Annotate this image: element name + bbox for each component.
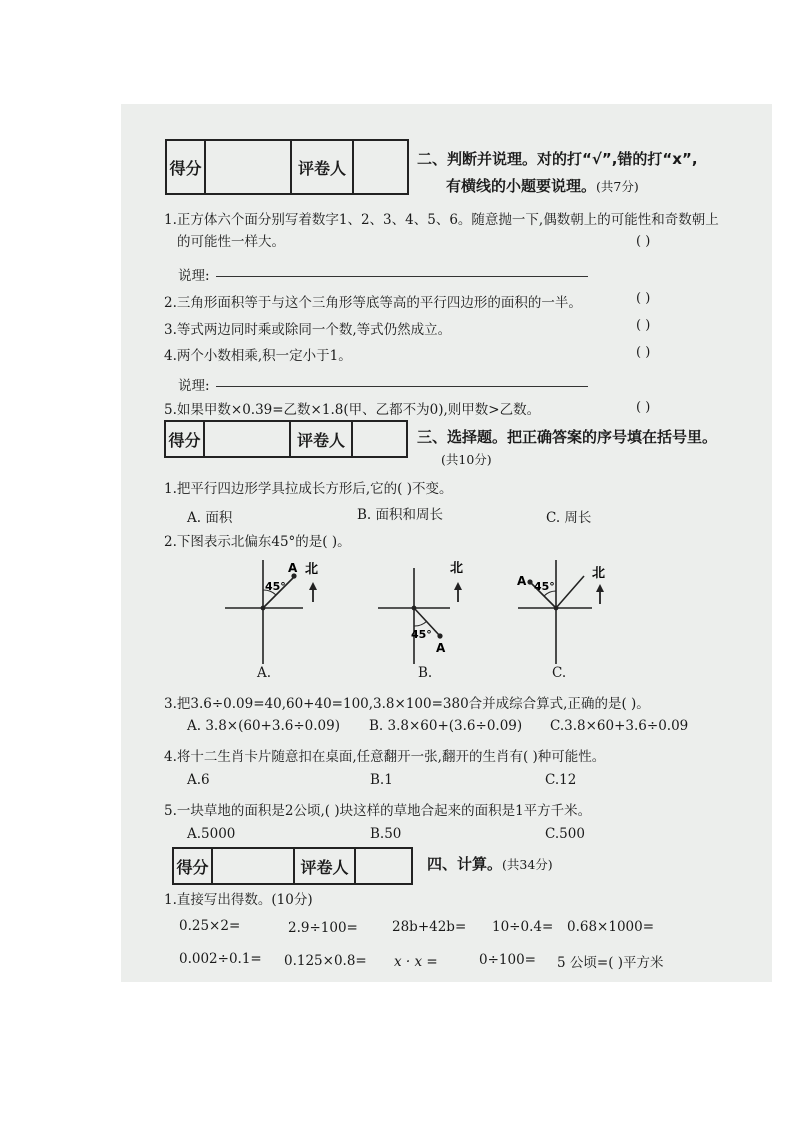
option-c[interactable]: C.3.8×60+3.6÷0.09: [550, 718, 689, 734]
calc-item[interactable]: 0÷100=: [479, 952, 536, 968]
score-blank[interactable]: [205, 422, 291, 456]
angle-label: 45°: [411, 628, 432, 641]
section2-title-line2: 有横线的小题要说理。(共7分): [446, 177, 639, 195]
s3-q3: 3.把3.6÷0.09=40,60+40=100,3.8×100=380合并成综合算式,正确的是( )。: [164, 696, 650, 712]
option-c[interactable]: C.500: [545, 826, 585, 842]
option-c[interactable]: C. 周长: [546, 510, 592, 526]
score-blank[interactable]: [206, 141, 292, 193]
grader-blank[interactable]: [354, 141, 407, 193]
calc-item[interactable]: 2.9÷100=: [288, 920, 358, 936]
score-box-section3: [164, 420, 408, 458]
option-a[interactable]: A.5000: [187, 826, 236, 842]
s3-q1: 1.把平行四边形学具拉成长方形后,它的( )不变。: [164, 481, 453, 497]
angle-label: 45°: [534, 580, 555, 593]
calc-item[interactable]: 0.125×0.8=: [284, 953, 367, 969]
north-label: 北: [305, 562, 319, 577]
s3-q4: 4.将十二生肖卡片随意扣在桌面,任意翻开一张,翻开的生肖有( )种可能性。: [164, 749, 606, 765]
reason-line[interactable]: [216, 386, 588, 387]
score-label: 得分: [166, 422, 205, 456]
figure-label-c[interactable]: C.: [552, 665, 567, 681]
figure-label-b[interactable]: B.: [418, 665, 433, 681]
point-a-label: A: [436, 641, 446, 655]
s2-q1-line2: 的可能性一样大。: [177, 234, 285, 250]
north-arrow-icon: [309, 582, 317, 590]
grader-label: 评卷人: [292, 141, 354, 193]
exam-page: [121, 104, 772, 982]
s2-q5: 5.如果甲数×0.39=乙数×1.8(甲、乙都不为0),则甲数>乙数。: [164, 402, 541, 418]
s3-q2: 2.下图表示北偏东45°的是( )。: [164, 534, 351, 550]
score-blank[interactable]: [213, 849, 295, 883]
compass-figure-c[interactable]: [516, 554, 636, 664]
grader-blank[interactable]: [356, 849, 411, 883]
option-a[interactable]: A. 3.8×(60+3.6÷0.09): [187, 718, 340, 734]
calc-item[interactable]: 0.002÷0.1=: [179, 951, 262, 967]
section2-title: 二、判断并说理。对的打“√”,错的打“x”,: [417, 150, 698, 168]
angle-label: 45°: [265, 580, 286, 593]
reason-label: 说理:: [178, 268, 210, 284]
answer-paren[interactable]: ( ): [636, 291, 651, 306]
grader-label: 评卷人: [295, 849, 356, 883]
option-b[interactable]: B. 3.8×60+(3.6÷0.09): [369, 718, 523, 734]
north-arrow-icon: [454, 582, 462, 590]
section4-points: (共34分): [502, 857, 553, 872]
north-label: 北: [450, 561, 464, 576]
point-a-label: A: [517, 574, 527, 588]
answer-paren[interactable]: ( ): [636, 234, 651, 249]
north-arrow-icon: [596, 584, 604, 592]
north-label: 北: [592, 566, 606, 581]
option-b[interactable]: B.1: [370, 772, 393, 788]
score-label: 得分: [174, 849, 213, 883]
reason-label: 说理:: [178, 378, 210, 394]
option-b[interactable]: B. 面积和周长: [357, 507, 444, 523]
option-a[interactable]: A.6: [187, 772, 210, 788]
calc-item[interactable]: 10÷0.4=: [492, 919, 554, 935]
score-label: 得分: [167, 141, 206, 193]
section3-title: 三、选择题。把正确答案的序号填在括号里。: [417, 428, 718, 446]
s2-q2: 2.三角形面积等于与这个三角形等底等高的平行四边形的面积的一半。: [164, 295, 582, 311]
score-box-section4: [172, 847, 413, 885]
answer-paren[interactable]: ( ): [636, 400, 651, 415]
compass-figure-a[interactable]: [221, 554, 341, 664]
reason-line[interactable]: [216, 276, 588, 277]
point-a-label: A: [288, 561, 298, 575]
option-c[interactable]: C.12: [545, 772, 577, 788]
section4-title: 四、计算。: [427, 855, 503, 873]
calc-item[interactable]: 5 公顷=( )平方米: [557, 955, 664, 971]
s2-q1: 1.正方体六个面分别写着数字1、2、3、4、5、6。随意抛一下,偶数朝上的可能性和奇数朝上: [164, 212, 719, 228]
s3-q5: 5.一块草地的面积是2公顷,( )块这样的草地合起来的面积是1平方千米。: [164, 803, 592, 819]
calc-item[interactable]: 0.25×2=: [179, 918, 241, 934]
option-a[interactable]: A. 面积: [187, 510, 233, 526]
s2-q4: 4.两个小数相乘,积一定小于1。: [164, 348, 352, 364]
answer-paren[interactable]: ( ): [636, 345, 651, 360]
figure-label-a[interactable]: A.: [257, 665, 272, 681]
compass-figure-b[interactable]: [374, 554, 484, 664]
calc-item[interactable]: x · x =: [394, 954, 438, 970]
s2-q3: 3.等式两边同时乘或除同一个数,等式仍然成立。: [164, 322, 452, 338]
option-b[interactable]: B.50: [370, 826, 402, 842]
section2-points: (共7分): [596, 179, 639, 194]
answer-paren[interactable]: ( ): [636, 318, 651, 333]
score-box-section2: [165, 139, 409, 195]
s4-q1: 1.直接写出得数。(10分): [164, 892, 313, 908]
calc-item[interactable]: 0.68×1000=: [567, 919, 655, 935]
grader-blank[interactable]: [353, 422, 406, 456]
grader-label: 评卷人: [291, 422, 353, 456]
section4-title-row: [427, 853, 553, 874]
calc-item[interactable]: 28b+42b=: [392, 919, 467, 935]
section3-points: (共10分): [441, 452, 492, 467]
